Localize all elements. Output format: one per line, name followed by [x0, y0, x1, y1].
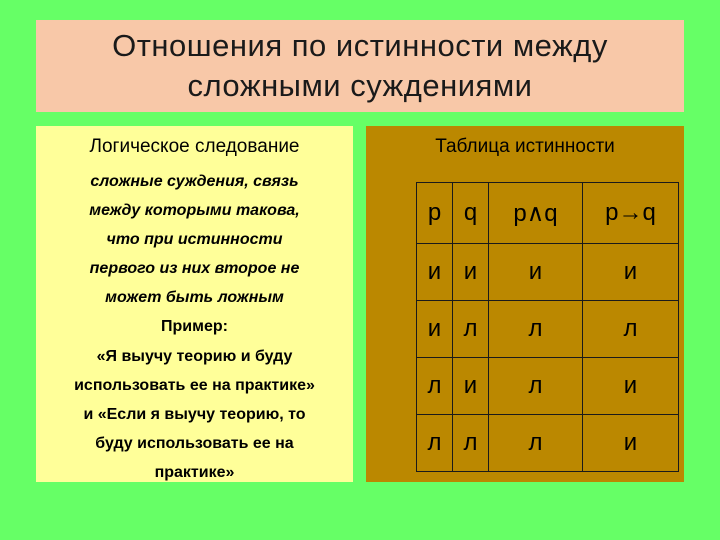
table-cell: и [489, 244, 583, 301]
table-cell: л [417, 415, 453, 472]
slide-title-line-1: Отношения по истинности между [112, 28, 608, 63]
table-header-cell: p→q [583, 183, 679, 244]
table-cell: и [583, 415, 679, 472]
table-cell: и [453, 358, 489, 415]
definition-text [36, 167, 353, 312]
logical-consequence-heading: Логическое следование [89, 136, 300, 157]
table-row [417, 244, 679, 301]
table-cell: л [453, 301, 489, 358]
table-cell: л [583, 301, 679, 358]
table-header-cell: q [453, 183, 489, 244]
table-cell: л [453, 415, 489, 472]
table-cell: л [489, 415, 583, 472]
title-box [36, 20, 684, 112]
table-cell: и [417, 244, 453, 301]
example-line: буду использовать ее на [95, 435, 294, 452]
table-cell: л [489, 358, 583, 415]
truth-table-panel [366, 126, 684, 482]
table-row [417, 415, 679, 472]
example-line: и «Если я выучу теорию, то [83, 406, 306, 423]
table-cell: л [417, 358, 453, 415]
truth-table-header-row [417, 183, 679, 244]
table-header-cell: p [417, 183, 453, 244]
table-header-cell: p∧q [489, 183, 583, 244]
table-cell: и [417, 301, 453, 358]
definition-line: первого из них второе не [89, 260, 300, 277]
example-line: использовать ее на практике» [74, 377, 315, 394]
table-cell: л [489, 301, 583, 358]
truth-table-heading: Таблица истинности [435, 136, 615, 157]
definition-line: между которыми такова, [89, 202, 300, 219]
table-row [417, 301, 679, 358]
table-row [417, 358, 679, 415]
example-line: «Я выучу теорию и буду [96, 348, 293, 365]
definition-line: сложные суждения, связь [90, 173, 299, 190]
definition-line: что при истинности [106, 231, 283, 248]
slide-title-line-2: сложными суждениями [187, 68, 533, 103]
example-line: практике» [154, 464, 235, 481]
table-cell: и [583, 358, 679, 415]
example-text [36, 342, 353, 487]
definition-line: может быть ложным [105, 289, 284, 306]
example-label: Пример: [161, 318, 228, 335]
table-cell: и [583, 244, 679, 301]
table-cell: и [453, 244, 489, 301]
logical-consequence-panel [36, 126, 353, 482]
truth-table [416, 182, 679, 472]
